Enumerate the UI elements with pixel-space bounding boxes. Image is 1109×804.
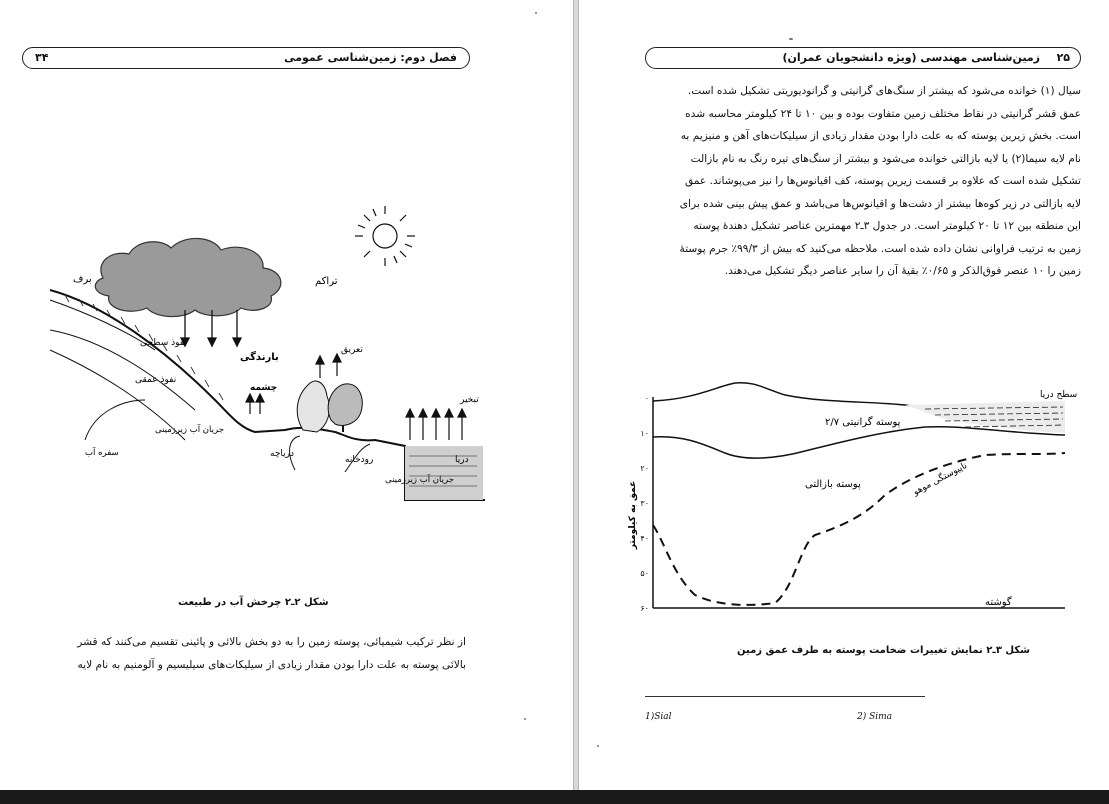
label-gw-flow: جریان آب زیرزمینی [385,475,454,485]
label-snow: برف [73,274,92,285]
right-body-line: لایه بازالتی در زیر کوه‌ها بیشتر از دشت‌ها و اقیانوس‌ها می‌باشد و عمق پیش بینی شده برای [679,197,1081,210]
label-gw-flow2: جریان آب زیرزمینی [155,425,224,435]
ytick-10: ۱۰ [640,429,649,438]
right-body-line: نام لایه سیما(۲) یا لایه بازالتی خوانده می‌شود و بیشتر از سنگ‌های تیره رنگ به نام بازالت [690,152,1081,165]
label-sea: دریا [455,455,469,465]
right-body-line: سیال (۱) خوانده می‌شود که بیشتر از سنگ‌های گرانیتی و گرانودیوریتی تشکیل شده است. [687,85,1081,97]
left-body-line: از نظر ترکیب شیمیائی، پوسته زمین را به دو بخش بالائی و پائینی تقسیم می‌کنند که قشر [77,636,466,648]
footnote-1: 1)Sial [645,712,672,722]
left-page-number: ۳۴ [35,51,49,64]
right-body-text [645,80,1081,283]
right-page [579,0,1109,790]
label-granite-crust: پوسته گرانیتی ۲/۷ [825,417,901,428]
label-water-table: سفره آب [85,448,119,458]
left-figure-caption: شکل ۲ـ۲ چرخش آب در طبیعت [178,597,329,608]
right-body-line: زمین را ۱۰ عنصر فوق‌الذکر و ۰/۶۵٪ بقیهٔ آن را سایر عناصر دیگر تشکیل می‌دهند. [724,265,1081,277]
label-precip: بارندگی [240,352,279,363]
right-header-title: زمین‌شناسی مهندسی (ویژه دانشجویان عمران) [782,51,1040,64]
left-body-line: بالائی پوسته به علت دارا بودن مقدار زیادی از سیلیکات‌های سیلیسیم و آلومنیم به نام لایه [77,658,466,671]
ytick-0: ۰ [644,394,649,403]
label-river: رودخانه [345,455,374,465]
label-evaporation: تبخیر [460,395,479,405]
right-page-number: ۲۵ [1056,51,1070,64]
water-cycle-figure [45,200,485,520]
right-body-line: تشکیل شده است که علاوه بر قسمت زیرین پوسته، کف اقیانوس‌ها را نیز می‌پوشاند. عمق [684,175,1081,187]
left-header [22,47,470,69]
label-lake: دریاچه [270,449,294,459]
label-cloud: تراکم [315,276,338,287]
right-figure-caption: شکل ۳ـ۲ نمایش تغییرات ضخامت پوسته به طرف عمق زمین [737,645,1030,656]
cloud-icon [95,238,281,316]
label-infiltration1: نفوذ سطحی [140,338,187,348]
footnote-2: 2) Sima [857,712,893,722]
ytick-30: ۳۰ [640,499,649,508]
ytick-60: ۶۰ [640,604,649,613]
footnote-rule [645,696,925,697]
right-body-line: است. بخش زیرین پوسته که به علت دارا بودن مقدار زیادی از سیلیکات‌های آهن و منیزیم به [680,130,1081,142]
tree-icon [297,381,362,432]
right-body-line: زمین به ترتیب فراوانی نشان داده شده است. ملاحظه می‌کنید که بیش از ۹۹/۳٪ جرم پوستهٔ [679,242,1081,255]
y-axis-label: عمق به کیلومتر [628,480,638,550]
label-mantle: گوشته [985,597,1012,608]
label-transpiration: تعریق [341,345,363,355]
left-header-title: فصل دوم: زمین‌شناسی عمومی [284,51,457,64]
ytick-50: ۵۰ [640,569,649,578]
right-header [645,47,1081,69]
ytick-20: ۲۰ [640,464,649,473]
right-body-line: عمق قشر گرانیتی در نقاط مختلف زمین متفاوت بوده و بین ۱۰ تا ۲۴ کیلومتر محاسبه شده [685,107,1081,120]
crust-figure [625,375,1078,615]
ytick-40: ۴۰ [640,534,649,543]
viewer-bottom-bar [0,790,1109,804]
label-moho: ناپیوستگی موهو [911,460,970,498]
label-basalt-crust: پوسته بازالتی [805,479,861,490]
right-body-line: این منطقه بین ۱۲ تا ۲۰ کیلومتر است. در جدول ۳ـ۲ مهمترین عناصر تشکیل دهندهٔ پوسته [693,220,1081,232]
label-sea-level: سطح دریا [1040,390,1078,400]
sun-icon [355,206,415,266]
left-body-text [38,631,466,676]
label-spring: چشمه [250,383,278,393]
label-infiltration2: نفوذ عمقی [135,375,177,385]
